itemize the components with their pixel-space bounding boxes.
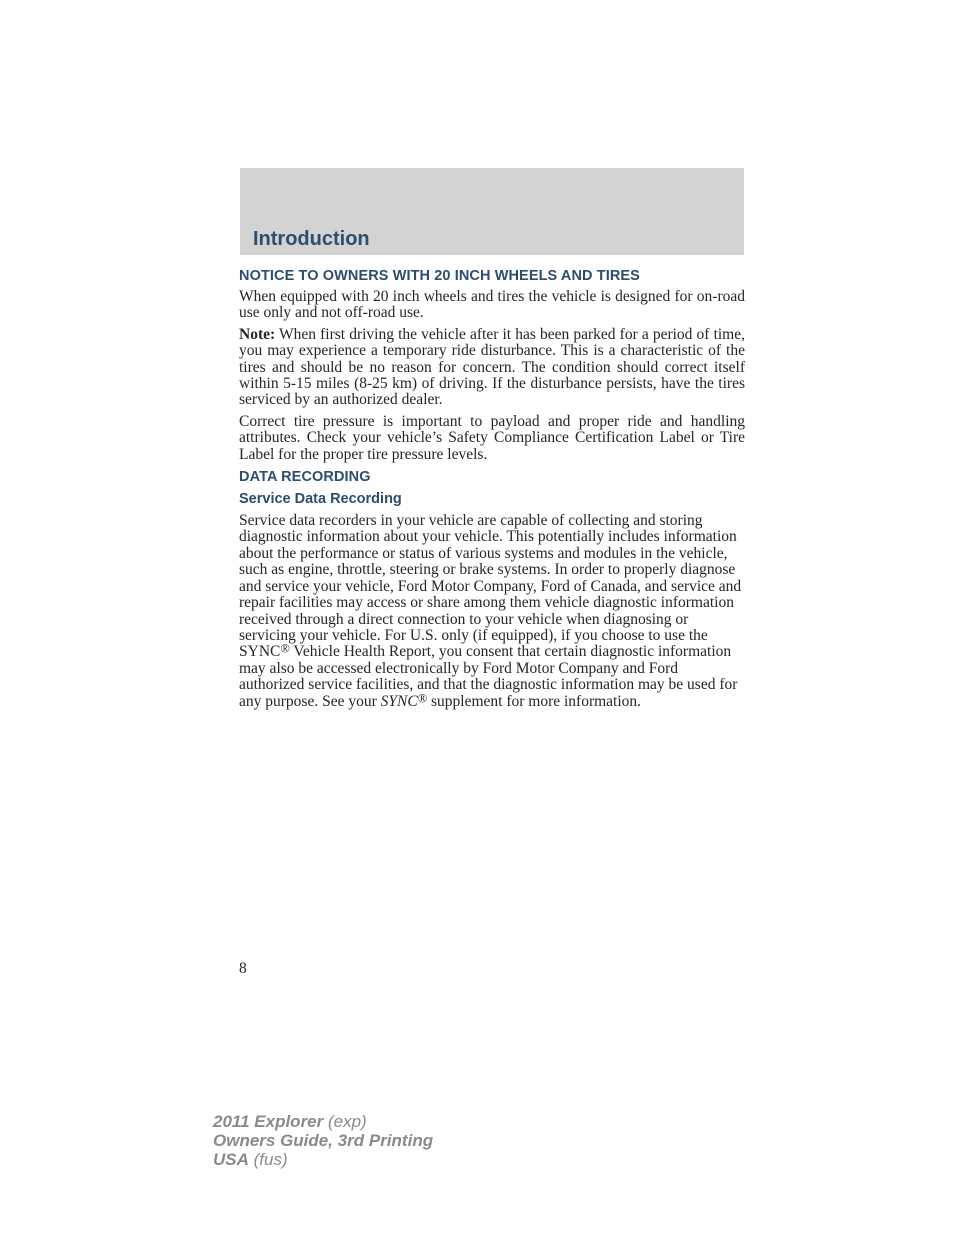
document-footer	[213, 1112, 433, 1169]
notice-paragraph-3: Correct tire pressure is important to payload and proper ride and handling attributes. Check your vehicle’s Safety Compliance Certification Label or Tire Label for the proper tire pressure levels.	[239, 412, 745, 463]
footer-line-guide: Owners Guide, 3rd Printing	[213, 1131, 434, 1150]
notice-note-paragraph	[239, 327, 745, 409]
service-data-paragraph	[239, 513, 745, 710]
sync-italic: SYNC	[380, 692, 418, 710]
section-title: Introduction	[253, 228, 370, 250]
page-number: 8	[239, 960, 247, 977]
footer-line-market: USA (fus)	[213, 1150, 288, 1169]
note-label: Note:	[239, 325, 276, 343]
note-text: When first driving the vehicle after it has been parked for a period of time, you may experience a temporary ride disturbance. This is a characteristic of the tires and should be no reason for concern. The condition should correct itself within 5-15 miles (8-25 km) of driving. If the disturbance persists, have the tires serviced by an authorized dealer.	[239, 325, 745, 409]
notice-paragraph-1: When equipped with 20 inch wheels and tires the vehicle is designed for on-road use only and not off-road use.	[239, 288, 745, 322]
service-data-recording-subheading: Service Data Recording	[239, 491, 402, 508]
service-data-text-1: Service data recorders in your vehicle are capable of collecting and storing diagnostic information about your vehicle. This potentially includes information about the performance or status of various systems and modules in the vehicle, such as engine, throttle, steering or brake systems. In order to properly diagnose and service your vehicle, Ford Motor Company, Ford of Canada, and service and repair facilities may access or share among them vehicle diagnostic information received through a direct connection to your vehicle when diagnosing or servicing your vehicle. For U.S. only (if equipped), if you choose to use the SYNC	[239, 512, 742, 661]
service-data-text-3: supplement for more information.	[427, 692, 642, 710]
data-recording-heading: DATA RECORDING	[239, 469, 371, 486]
footer-line-model: 2011 Explorer (exp)	[213, 1112, 367, 1131]
registered-mark-2: ®	[417, 690, 428, 705]
service-data-text-2: Vehicle Health Report, you consent that certain diagnostic information may also be accessed electronically by Ford Motor Company and Ford authorized service facilities, and that the diagnostic information may be used for any purpose. See your	[239, 643, 738, 710]
registered-mark: ®	[280, 641, 290, 656]
section-header-band	[240, 168, 744, 255]
page-content	[239, 267, 745, 715]
notice-heading: NOTICE TO OWNERS WITH 20 INCH WHEELS AND TIRES	[239, 268, 640, 284]
